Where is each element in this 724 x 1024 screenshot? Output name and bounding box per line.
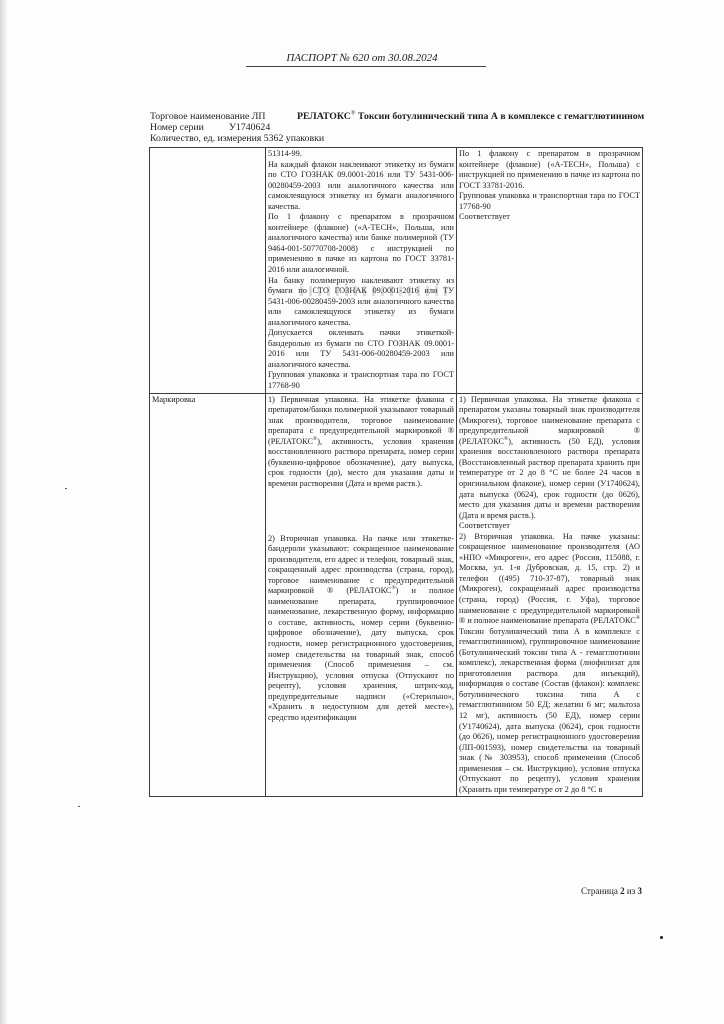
result-paragraph: Групповая упаковка и транспортная тара по ГОСТ 17768-90 [459, 191, 640, 211]
requirement-paragraph: На банку полимерную наклеивают этикетку из бумаги по СТО ГОЗНАК 09.0001-2016 или ТУ 5431-006-00280459-2003 или аналогичного качества или самоклеящуюся этикетку из бумаги аналогичного качества. [268, 275, 454, 327]
row2-label-cell: Маркировка [150, 393, 266, 797]
primary-packaging-requirement [268, 395, 454, 490]
quantity-label: Количество, ед. измерения 5362 упаковки [150, 133, 325, 144]
registered-mark: ® [313, 436, 318, 442]
secondary-packaging-result [459, 532, 640, 796]
scan-speck [78, 806, 80, 807]
series-value: У1740624 [229, 122, 271, 133]
row2-requirement-cell [266, 393, 457, 797]
requirement-paragraph: По 1 флакону с препаратом в прозрачном контейнере (флаконе) («А-ТЕСН», Польша, или аналогичного качества) или банке полимерной (ТУ 9464-001-50770708-2008) с инструкцией по применению в пачке из картона по ГОСТ 33781-2016 или аналогичной. [268, 212, 454, 275]
trade-name-brand: РЕЛАТОКС [297, 111, 351, 122]
text-part: 1) Первичная упаковка. На этикетке флакона с препаратом указаны товарный знак производителя (Микроген), торговое наименование препарата с предупредительной маркировкой ® (РЕЛАТОКС [459, 394, 640, 446]
text-part: ), активность (50 ЕД), условия хранения восстановленного раствора препарата (Восстановленный раствор препарата хранить при температуре от 2 до 8 °С не более 24 часов в оригинальном флаконе), номер серии (У1740624), дата выпуска (0624), срок годности (до 0626), место для указания даты и времени растворения (Дата и время раств.). [459, 436, 640, 520]
text-part: Токсин ботулинический типа А в комплексе с гемагглютинином), группировочное наименование (Ботулинический токсин типа А - гемагглютинин комплекс), лекарственная форма (лиофилизат для приготовления раствора для инъекций), информация о составе (Состав (флакон): комплекс ботулинического токсина типа А с гемагглютинином 50 ЕД; желатин 6 мг; мальтоза 12 мг), активность (50 ЕД), номер серии (У1740624), дата выпуска (0624), срок годности (до 0626), номер регистрационного удостоверения (ЛП-001593), номер свидетельства на товарный знак (№ 303953), способ применения (Способ применения – см. Инструкцию), условия отпуска (Отпускают по рецепту), условия хранения (Хранить при температуре от 2 до 8 °С в [459, 626, 640, 794]
passport-title: ПАСПОРТ № 620 от 30.08.2024 [286, 52, 438, 64]
primary-packaging-verdict: Соответствует [459, 521, 510, 531]
text-part: 2) Вторичная упаковка. На пачке или этикетке-бандероли указывают: сокращенное наименование производителя, его адрес и телефон, товарный знак, сокращенный адрес производства (страна, город), торговое наименование с предупредительной маркировкой ® (РЕЛАТОКС [268, 533, 454, 596]
trade-name-mark: ® [350, 110, 356, 117]
requirement-paragraph: Допускается оклеивать пачки этикеткой-бандеролью из бумаги по СТО ГОЗНАК 09.0001-2016 или ТУ 5431-006-00280459-2003 или аналогичного качества. [268, 328, 454, 369]
row1-result-cell [457, 148, 643, 394]
page-current: 2 [620, 886, 625, 896]
result-paragraph: По 1 флакону с препаратом в прозрачном контейнере (флаконе) («А-ТЕСН», Польша) с инструкцией по применению в пачке из картона по ГОСТ 33781-2016. [459, 149, 640, 190]
result-paragraph: Соответствует [459, 212, 510, 222]
row1-label-cell [150, 148, 266, 394]
page-number [581, 886, 642, 896]
text-part: ), активность, условия хранения восстановленного раствора препарата, номер серии (буквенно-цифровое обозначение), дату выпуска, срок годности (до), место для указания даты и времени растворения (Дата и время раств.). [268, 436, 454, 488]
page-prefix: Страница [581, 886, 621, 896]
trade-name-label: Торговое наименование ЛП [150, 111, 266, 122]
requirement-paragraph: 51314-99. [268, 149, 302, 158]
text-part: 2) Вторичная упаковка. На пачке указаны: сокращенное наименование производителя (АО «НПО «Микроген», его адрес (Россия, 115088, г. Москва, ул. 1-я Дубровская, д. 15, стр. 2) и телефон ((495) 710-37-87), товарный знак (Микроген), сокращенный адрес производства (страна, город) (Россия, г. Уфа), торговое наименование с предупредительной маркировкой ® и полное наименование препарата (РЕЛАТОКС [459, 531, 640, 626]
series-label: Номер серии [150, 122, 204, 133]
registered-mark: ® [635, 615, 640, 622]
secondary-packaging-requirement [268, 534, 454, 724]
registered-mark: ® [504, 436, 509, 442]
row2-result-cell [457, 393, 643, 797]
text-part: ) и полное наименование препарата, группировочное наименование, лекарственную форму, информацию о составе, активность, номер серии (буквенно-цифровое обозначение), дату выпуска, срок годности, номер регистрационного удостоверения, номер свидетельства на товарный знак, способ применения (Способ применения – см. Инструкцию), условия отпуска (Отпускают по рецепту), условия хранения, штрих-код, предупредительные надписи («Стерильно», «Хранить в недоступном для детей месте»), средство идентификации [268, 586, 454, 722]
scan-dot [660, 936, 663, 939]
faded-stamp-trace [300, 286, 450, 296]
table-row [150, 393, 643, 797]
spacer [268, 490, 454, 534]
passport-table [149, 147, 643, 797]
page-total: 3 [637, 886, 642, 896]
scan-speck [65, 488, 67, 489]
scan-edge [0, 0, 8, 1024]
trade-name-rest: Токсин ботулинический типа А в комплексе с гемагглютинином [355, 111, 645, 122]
text-part: 1) Первичная упаковка. На этикетке флакона с препаратом/банки полимерной указывают товарный знак производителя, торговое наименование препарата с предупредительной маркировкой ® (РЕЛАТОКС [268, 394, 454, 446]
requirement-paragraph: На каждый флакон наклеивают этикетку из бумаги по СТО ГОЗНАК 09.0001-2016 или ТУ 5431-006-00280459-2003 или аналогичного качества или самоклеящуюся этикетку из бумаги аналогичного качества. [268, 159, 454, 211]
requirement-paragraph: Групповая упаковка и транспортная тара по ГОСТ 17768-90 [268, 370, 454, 391]
trade-name-value [297, 111, 644, 122]
table-row [150, 148, 643, 394]
row1-requirement-cell [266, 148, 457, 394]
title-underline [246, 66, 486, 67]
primary-packaging-result [459, 395, 640, 522]
page-mid: из [624, 886, 638, 896]
registered-mark: ® [391, 585, 396, 592]
